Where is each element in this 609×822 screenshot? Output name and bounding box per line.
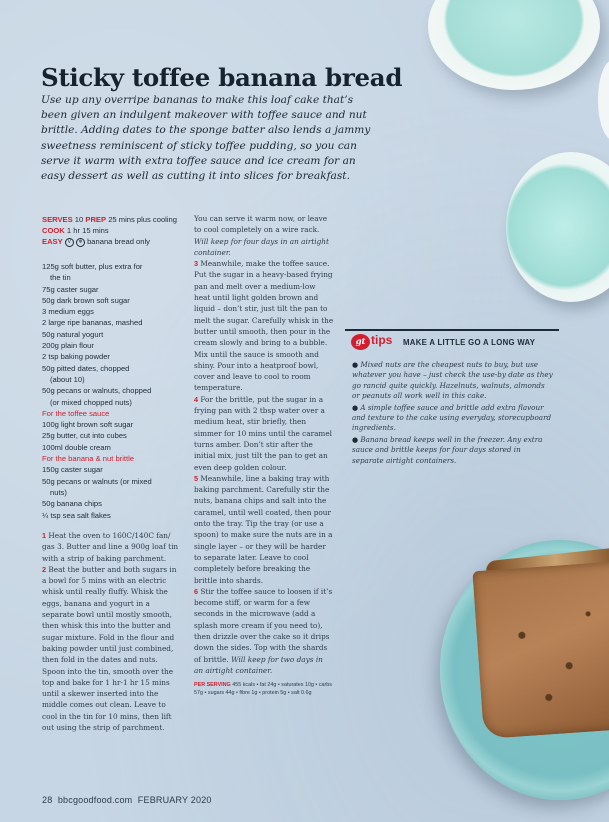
ingredient-item: 150g caster sugar — [42, 465, 103, 475]
website: bbcgoodfood.com — [57, 795, 133, 805]
bowl-photo-edge — [598, 60, 609, 140]
ingredient-item: 50g natural yogurt — [42, 329, 104, 339]
ingredient-section-heading: For the banana & nut brittle — [42, 454, 135, 464]
ingredient-item: 3 medium eggs — [42, 307, 94, 317]
ingredient-item: 200g plain flour — [42, 341, 94, 351]
method-step: Beat the butter and both sugars in a bowl for 5 mins with an electric whisk until really fluffy. Whisk the eggs, banana and yogurt in a separate bowl until mostly smooth, then whisk this into the butter and sugar mixture. Fold in the flour and baking powder until just combined, then fold in the dates and nuts. Spoon into the tin, smooth over the top and bake for 1 hr-1 hr 15 mins until a skewer inserted into the middle comes out clean. Leave to cool in the tin for 10 mins, then lift out using the strip of parchment. — [42, 564, 177, 733]
prep-label: PREP — [85, 215, 107, 224]
ingredient-section-heading: For the toffee sauce — [42, 408, 110, 418]
method-step: Heat the oven to 160C/140C fan/ gas 3. Butter and line a 900g loaf tin with a strip of baking parchment. — [42, 531, 179, 563]
keep-note: Will keep for two days in an airtight container. — [194, 654, 323, 675]
ingredient-item: 100g light brown soft sugar — [42, 420, 134, 430]
nutrition-label: PER SERVING — [194, 682, 231, 688]
page-number: 28 — [42, 795, 53, 805]
freeze-note: banana bread only — [87, 237, 150, 246]
recipe-title: Sticky toffee banana bread — [41, 63, 403, 92]
tip-item: ● A simple toffee sauce and brittle add extra flavour and texture to the cake using everyday, storecupboard ingredients. — [352, 402, 552, 433]
method-step: Meanwhile, make the toffee sauce. Put the sugar in a heavy-based frying pan and melt over a medium-low heat until light golden brown and liquid – don’t stir, just tilt the pan to melt the sugar. Carefully whisk in the butter until smooth, then pour in the cream slowly and bring to a bubble. Mix until the sauce is smooth and shiny. Pour into a heatproof bowl, cover and leave to cool to room temperature. — [194, 259, 334, 393]
freezable-icon: ❄ — [76, 238, 85, 247]
banana-bread-slice-photo — [472, 561, 609, 739]
ingredient-item: 50g pitted dates, chopped — [42, 363, 130, 373]
keep-note: Will keep for four days in an airtight container. — [194, 236, 329, 257]
ingredient-item: 50g pecans or walnuts (or mixed — [42, 476, 152, 486]
ingredient-item: (about 10) — [50, 374, 85, 384]
bullet-icon: ● — [352, 361, 361, 369]
recipe-meta — [42, 214, 182, 247]
tip-item: ● Mixed nuts are the cheapest nuts to buy, but use whatever you have – just check the use-by date as they go rancid quite quickly. Hazelnuts, walnuts, almonds or peanuts all work well in this cake. — [352, 360, 553, 401]
method-column-1 — [42, 530, 180, 733]
method-step: For the brittle, put the sugar in a frying pan with 2 tbsp water over a medium heat, stir briefly, then simmer for 10 mins until the caramel turns amber. Don’t stir after the initial mix, just tilt the pan to get an even deep golden colour. — [194, 394, 332, 472]
ingredient-item: 50g pecans or walnuts, chopped — [42, 386, 152, 396]
difficulty-label: EASY — [42, 237, 63, 246]
ingredient-item: ¼ tsp sea salt flakes — [42, 510, 111, 520]
bowl-photo — [428, 0, 600, 90]
step-number: 2 — [42, 564, 47, 574]
step-number: 5 — [194, 473, 199, 483]
ingredient-item: 125g soft butter, plus extra for — [42, 262, 143, 271]
nutrition-text: 455 kcals • fat 24g • saturates 10g • carbs 57g • sugars 44g • fibre 1g • protein 5g • salt 0.6g — [194, 682, 333, 696]
cook-label: COOK — [42, 226, 65, 235]
bowl-photo — [506, 152, 609, 302]
step-number: 4 — [194, 394, 199, 404]
ingredient-item: (or mixed chopped nuts) — [50, 397, 132, 407]
issue-date: FEBRUARY 2020 — [137, 795, 212, 805]
ingredient-item: the tin — [50, 273, 71, 283]
step-number: 3 — [194, 259, 199, 269]
bullet-icon: ● — [352, 435, 361, 444]
ingredient-item: nuts) — [50, 487, 67, 497]
method-column-2 — [194, 213, 334, 676]
method-step: Meanwhile, line a baking tray with baking parchment. Carefully stir the nuts, banana chips and salt into the caramel, until well coated, then pour onto the tray. Tip the tray (or use a spoon) to make sure the nuts are in a single layer – or they will be harder to separate later. Leave to cool completely before breaking the brittle into shards. — [194, 473, 333, 585]
ingredient-item: 2 tsp baking powder — [42, 352, 110, 362]
serves-label: SERVES — [42, 215, 73, 224]
ingredient-item: 75g caster sugar — [42, 284, 99, 294]
recipe-intro: Use up any overripe bananas to make this loaf cake that’s been given an indulgent makeover with toffee sauce and nut brittle. Adding dates to the sponge batter also lends a jammy sweetness reminiscent of sticky toffee pudding, so you can serve it warm with extra toffee sauce and ice cream for an easy dessert as well as cutting it into slices for breakfast. — [41, 94, 371, 183]
bullet-icon: ● — [352, 403, 361, 412]
prep-value: 25 mins plus cooling — [108, 215, 177, 224]
ingredient-item: 50g banana chips — [42, 499, 102, 509]
tips-label: tips — [371, 333, 393, 347]
page-footer — [42, 795, 212, 805]
ingredient-item: 100ml double cream — [42, 442, 111, 452]
ingredient-item: 25g butter, cut into cubes — [42, 431, 127, 441]
ingredient-item: 2 large ripe bananas, mashed — [42, 318, 143, 328]
gt-logo-badge: gt — [351, 334, 370, 350]
cook-value: 1 hr 15 mins — [66, 226, 109, 235]
step-number: 1 — [42, 531, 47, 540]
vegetarian-icon: V — [65, 238, 74, 247]
ingredient-item: 50g dark brown soft sugar — [42, 295, 130, 305]
tip-item: ● Banana bread keeps well in the freezer. Any extra sauce and brittle keeps for four days stored in separate airtight containers. — [352, 434, 543, 465]
serves-value: 10 — [74, 215, 84, 224]
step-number: 6 — [194, 586, 199, 596]
ingredients-list — [42, 261, 177, 521]
nutrition-info — [194, 681, 334, 697]
method-step: You can serve it warm now, or leave to cool completely on a wire rack. — [194, 214, 328, 235]
method-step: Stir the toffee sauce to loosen if it’s become stiff, or warm for a few seconds in the microwave (add a splash more cream if you need to), then drizzle over the cake so it drips down the sides. Top with the shards of brittle. — [194, 586, 333, 664]
tips-heading: MAKE A LITTLE GO A LONG WAY — [403, 338, 536, 347]
tips-list — [352, 360, 554, 467]
